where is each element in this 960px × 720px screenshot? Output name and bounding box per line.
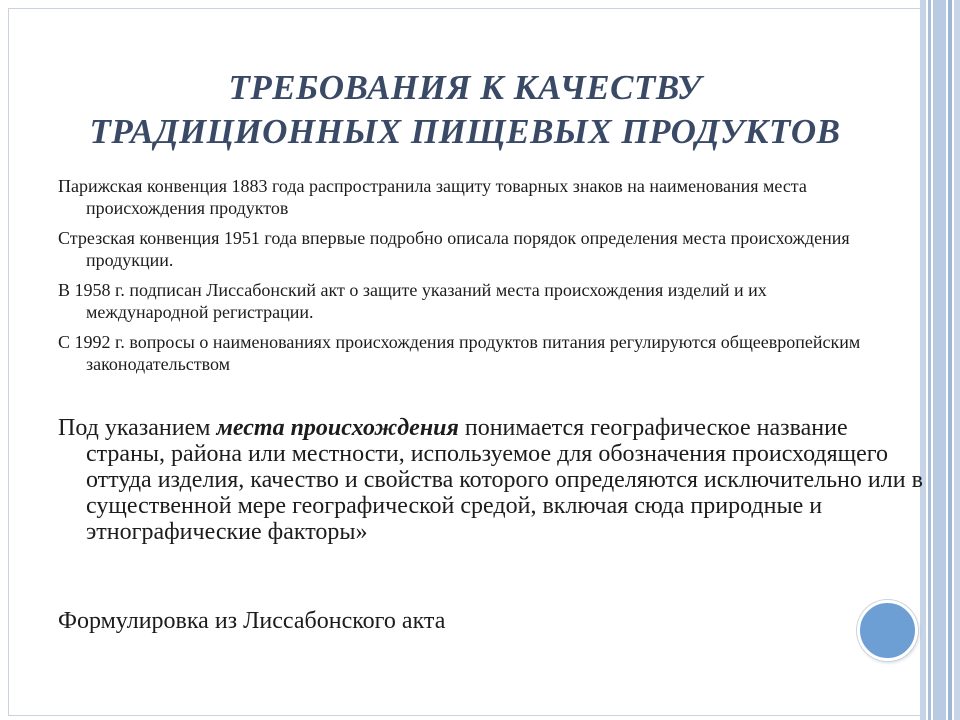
definition-suffix: понимается географическое название страны, района или местности, используемое для обозначения происходящего оттуда изделия, качество и свойства которого определяются исключительно или в существенной мере географической средой, включая сюда природные и этнографические факторы» xyxy=(86,415,923,545)
source-note: Формулировка из Лиссабонского акта xyxy=(58,608,446,634)
definition-emphasis: места происхождения xyxy=(216,415,459,441)
definition-prefix: Под указанием xyxy=(58,415,217,441)
side-bar xyxy=(928,0,931,720)
history-list xyxy=(58,175,888,383)
list-item: Стрезская конвенция 1951 года впервые подробно описала порядок определения места происхождения продукции. xyxy=(58,228,850,270)
title-line-1: ТРЕБОВАНИЯ К КАЧЕСТВУ xyxy=(228,68,702,107)
title-line-2: ТРАДИЦИОННЫХ ПИЩЕВЫХ ПРОДУКТОВ xyxy=(89,112,841,151)
side-bar xyxy=(954,0,960,720)
decorative-circle xyxy=(857,600,918,661)
decorative-side-bars xyxy=(920,0,960,720)
list-item: Парижская конвенция 1883 года распространила защиту товарных знаков на наименования места происхождения продуктов xyxy=(58,176,807,218)
definition-paragraph xyxy=(58,415,926,545)
slide-title xyxy=(40,66,890,154)
side-bar xyxy=(948,0,952,720)
list-item: В 1958 г. подписан Лиссабонский акт о защите указаний места происхождения изделий и их международной регистрации. xyxy=(58,280,767,322)
side-bar xyxy=(933,0,946,720)
list-item: С 1992 г. вопросы о наименованиях происхождения продуктов питания регулируются общеевропейским законодательством xyxy=(58,332,861,374)
side-bar xyxy=(920,0,926,720)
